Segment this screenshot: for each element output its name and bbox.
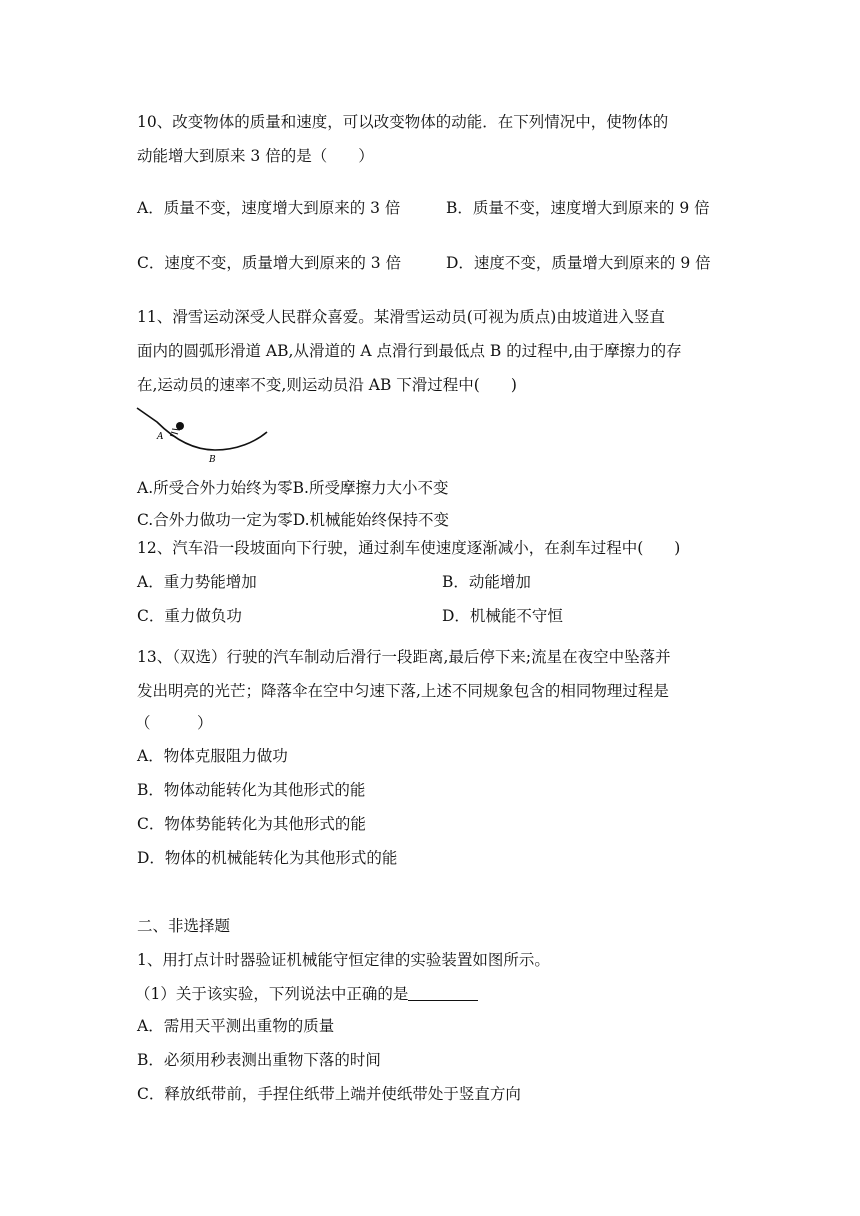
q13-line-1: 13、（双选）行驶的汽车制动后滑行一段距离,最后停下来;流星在夜空中坠落并: [137, 648, 671, 666]
point-a-label: A: [157, 432, 164, 442]
q12-option-a: A．重力势能增加: [137, 573, 257, 591]
q12-line-1: 12、汽车沿一段坡面向下行驶，通过刹车使速度逐渐减小，在刹车过程中( ): [137, 539, 681, 557]
q13-line-2: 发出明亮的光芒；降落伞在空中匀速下落,上述不同规象包含的相同物理过程是: [137, 682, 669, 700]
q11-line-3: 在,运动员的速率不变,则运动员沿 AB 下滑过程中( ): [137, 376, 517, 394]
ski-track-figure: [135, 400, 275, 464]
q13-line-3: （ ）: [135, 714, 213, 732]
s2-q1-sub1: [135, 984, 478, 1004]
q12-option-d: D．机械能不守恒: [442, 607, 563, 625]
s2-q1-line-1: 1、用打点计时器验证机械能守恒定律的实验装置如图所示。: [137, 951, 550, 969]
s2-q1-option-c: C．释放纸带前，手捏住纸带上端并使纸带处于竖直方向: [137, 1085, 521, 1103]
q10-option-b: B．质量不变，速度增大到原来的 9 倍: [446, 199, 710, 217]
skier-body: [170, 429, 180, 437]
q12-options-cd: [137, 606, 737, 626]
s2-q1-option-b: B．必须用秒表测出重物下落的时间: [137, 1051, 381, 1069]
q11-line-2: 面内的圆弧形滑道 AB,从滑道的 A 点滑行到最低点 B 的过程中,由于摩擦力的存: [137, 342, 682, 360]
q13-option-c: C．物体势能转化为其他形式的能: [137, 815, 366, 833]
q11-options-ab: A.所受合外力始终为零B.所受摩擦力大小不变: [137, 479, 449, 497]
s2-q1-sub1-text: （1）关于该实验，下列说法中正确的是: [135, 985, 409, 1003]
section-2-heading: 二、非选择题: [137, 917, 231, 935]
arc-track: [137, 408, 267, 450]
q10-line-1: 10、改变物体的质量和速度，可以改变物体的动能．在下列情况中，使物体的: [137, 113, 669, 131]
q11-line-1: 11、滑雪运动深受人民群众喜爱。某滑雪运动员(可视为质点)由坡道进入竖直: [137, 308, 665, 326]
q12-options-ab: [137, 572, 737, 592]
q13-option-b: B．物体动能转化为其他形式的能: [137, 781, 366, 799]
q13-option-d: D．物体的机械能转化为其他形式的能: [137, 849, 398, 867]
q12-option-b: B．动能增加: [442, 573, 531, 591]
q13-option-a: A．物体克服阻力做功: [137, 747, 288, 765]
q12-option-c: C．重力做负功: [137, 607, 242, 625]
q10-line-2: 动能增大到原来 3 倍的是（ ）: [137, 147, 374, 165]
point-b-label: B: [209, 455, 216, 464]
answer-blank: [408, 984, 478, 1001]
q10-option-d: D．速度不变，质量增大到原来的 9 倍: [446, 254, 711, 272]
q10-options-cd: [137, 253, 737, 273]
skier-dot: [176, 422, 184, 430]
q11-options-cd: C.合外力做功一定为零D.机械能始终保持不变: [137, 511, 450, 529]
q10-option-c: C．速度不变，质量增大到原来的 3 倍: [137, 254, 402, 272]
q10-options-ab: [137, 198, 737, 218]
s2-q1-option-a: A．需用天平测出重物的质量: [137, 1017, 335, 1035]
q10-option-a: A．质量不变，速度增大到原来的 3 倍: [137, 199, 401, 217]
